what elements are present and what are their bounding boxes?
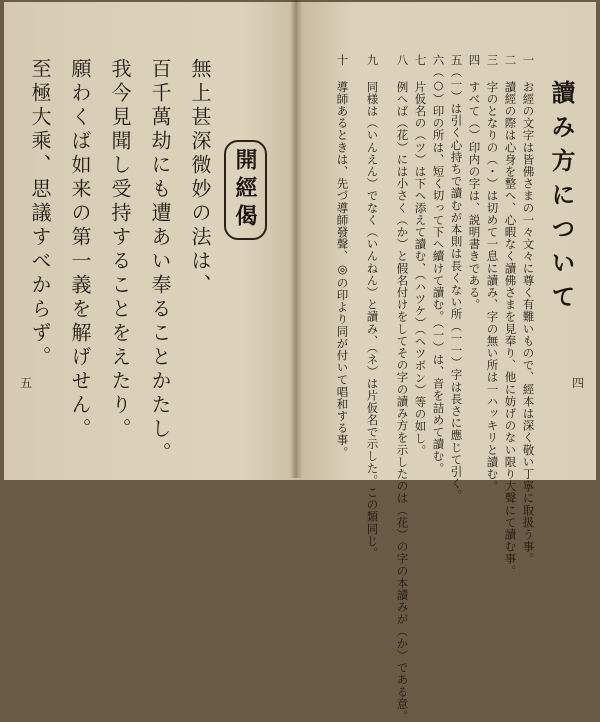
- right-page-item-3: 三 字のとなりの（・）は切めて一息に讀み、字の無い所は一ハッキリと讀む。: [485, 54, 500, 493]
- right-page-item-6: 六（○）印の所は、短く切って下へ續けて讀む。（一）は、音を詰めて讀む。: [431, 54, 446, 475]
- right-page-item-9: 九 同様は（いんえん）でなく（いんねん）と讀み、（ネ）は片仮名で示した。この類同じ。: [365, 54, 380, 559]
- left-page-column-1: 無上甚深微妙の法は、: [188, 58, 212, 298]
- right-page-number: 四: [572, 376, 585, 390]
- left-page-column-2: 百千萬劫にも遭あい奉ることかたし。: [148, 58, 172, 466]
- left-page-title: 開經偈: [224, 140, 267, 240]
- right-page-item-1: 一 お經の文字は皆佛さまの一々文々に尊く有難いもので、經本は深く敬い丁寧に取扱う事。: [521, 54, 536, 565]
- left-page-column-4: 願わくば如来の第一義を解げせん。: [68, 58, 92, 442]
- left-page-number: 五: [20, 376, 33, 390]
- book-gutter: [290, 0, 302, 478]
- right-page: [300, 2, 596, 722]
- right-page-item-2: 二 讀經の際は心身を整へ、心暇なく讀佛さまを見奉り、他に妨げのない限り大聲にて讀む事。: [503, 54, 518, 577]
- right-page-item-8: 八 例へば（花）には小さく（か）と假名付けをしてその字の讀み方を示したのは（花）の字の本讀みが（か）である意。: [395, 54, 410, 722]
- left-page-column-3: 我今見聞し受持することをえたり。: [108, 58, 132, 442]
- right-page-item-10: 十 導師あるときは、先づ導師發聲、◎の印より同が付いて唱和する事。: [335, 54, 350, 459]
- left-page: [4, 2, 300, 480]
- right-page-item-4: 四 すべて（）印内の字は、説明書きである。: [467, 54, 482, 311]
- right-page-title: 讀み方について: [547, 80, 576, 318]
- right-page-item-5: 五（一）は引く心持ちで讀むが本則は長くない所（一一）字は長さに應じて引く。: [449, 54, 464, 502]
- left-page-column-5: 至極大乘、思議すべからず。: [28, 58, 52, 370]
- right-page-item-7: 七 片仮名の（ツ）は下へ添えて讀む、（ハツケ）（ヘツボン）等の如し。: [413, 54, 428, 457]
